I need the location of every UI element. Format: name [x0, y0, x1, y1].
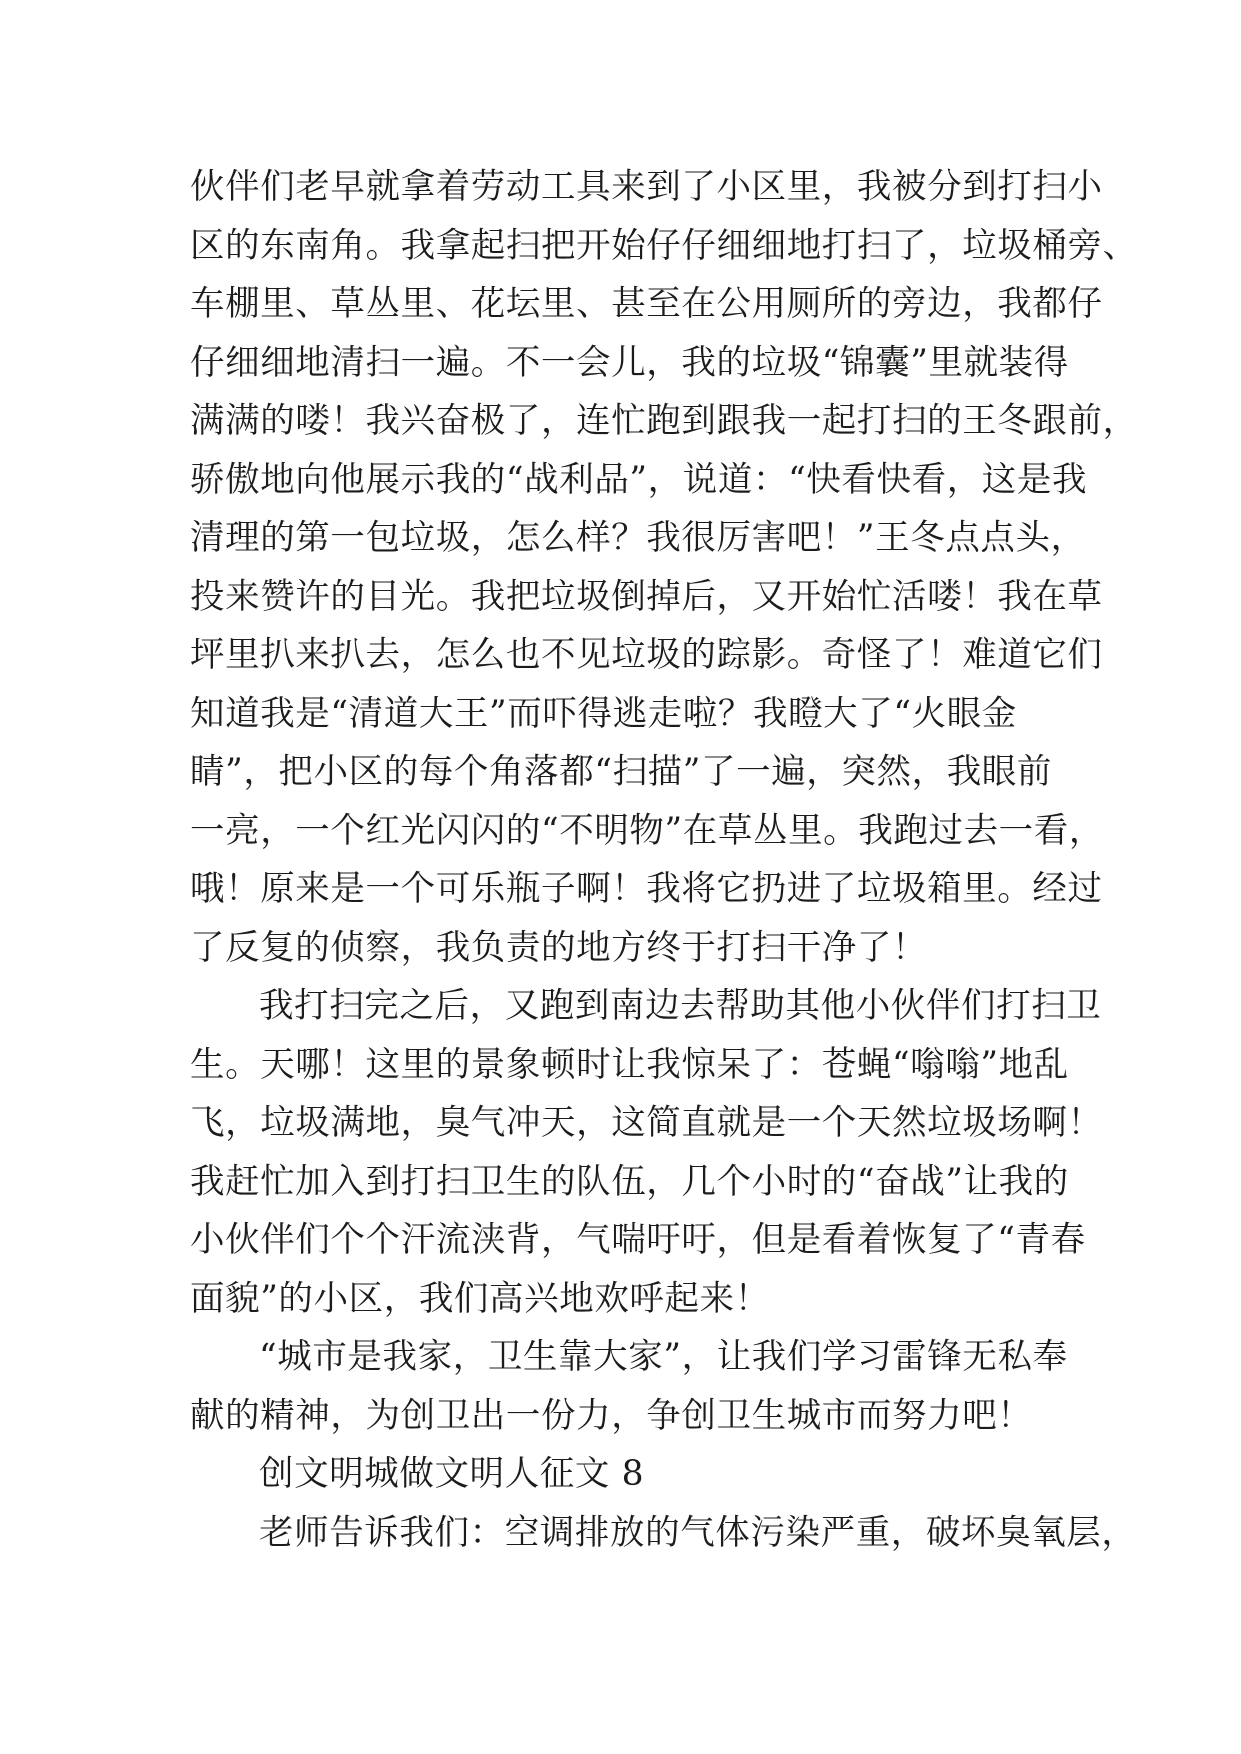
text-line: 仔细细地清扫一遍。不一会儿，我的垃圾“锦囊”里就装得: [190, 342, 1069, 383]
text-line: 满满的喽！我兴奋极了，连忙跑到跟我一起打扫的王冬跟前，: [190, 401, 1138, 441]
text-line: 生。天哪！这里的景象顿时让我惊呆了：苍蝇“嗡嗡”地乱: [190, 1044, 1069, 1085]
paragraph-start-line: 老师告诉我们：空调排放的气体污染严重，破坏臭氧层，: [259, 1512, 1137, 1553]
text-line: 骄傲地向他展示我的“战利品”，说道：“快看快看，这是我: [190, 459, 1088, 500]
text-line: 伙伴们老早就拿着劳动工具来到了小区里，我被分到打扫小: [190, 167, 1103, 207]
text-line: 献的精神，为创卫出一份力，争创卫生城市而努力吧！: [190, 1395, 1033, 1436]
text-line: 一亮，一个红光闪闪的“不明物”在草丛里。我跑过去一看，: [190, 810, 1104, 851]
text-line: 区的东南角。我拿起扫把开始仔仔细细地打扫了，垃圾桶旁、: [190, 225, 1138, 266]
text-line: 睛”，把小区的每个角落都“扫描”了一遍，突然，我眼前: [190, 752, 1053, 792]
text-line: 小伙伴们个个汗流浃背，气喘吁吁，但是看着恢复了“青春: [190, 1220, 1086, 1260]
text-line: 哦！原来是一个可乐瓶子啊！我将它扔进了垃圾箱里。经过: [190, 869, 1103, 909]
section-heading: 创文明城做文明人征文 8: [259, 1454, 645, 1494]
paragraph-start-line: “城市是我家，卫生靠大家”，让我们学习雷锋无私奉: [259, 1337, 1068, 1377]
text-line: 我赶忙加入到打扫卫生的队伍，几个小时的“奋战”让我的: [190, 1161, 1069, 1202]
text-line: 面貌”的小区，我们高兴地欢呼起来！: [190, 1278, 770, 1319]
text-line: 知道我是“清道大王”而吓得逃走啦？我瞪大了“火眼金: [190, 693, 1017, 734]
text-line: 车棚里、草丛里、花坛里、甚至在公用厕所的旁边，我都仔: [190, 284, 1103, 324]
essay-text: [190, 158, 1138, 1562]
text-line: 投来赞许的目光。我把垃圾倒掉后，又开始忙活喽！我在草: [190, 576, 1103, 617]
text-line: 清理的第一包垃圾，怎么样？我很厉害吧！”王冬点点头，: [190, 518, 1086, 558]
paragraph-start-line: 我打扫完之后，又跑到南边去帮助其他小伙伴们打扫卫: [259, 986, 1102, 1026]
text-line: 坪里扒来扒去，怎么也不见垃圾的踪影。奇怪了！难道它们: [190, 635, 1103, 675]
text-line: 了反复的侦察，我负责的地方终于打扫干净了！: [190, 927, 928, 968]
text-line: 飞，垃圾满地，臭气冲天，这简直就是一个天然垃圾场啊！: [190, 1103, 1103, 1143]
